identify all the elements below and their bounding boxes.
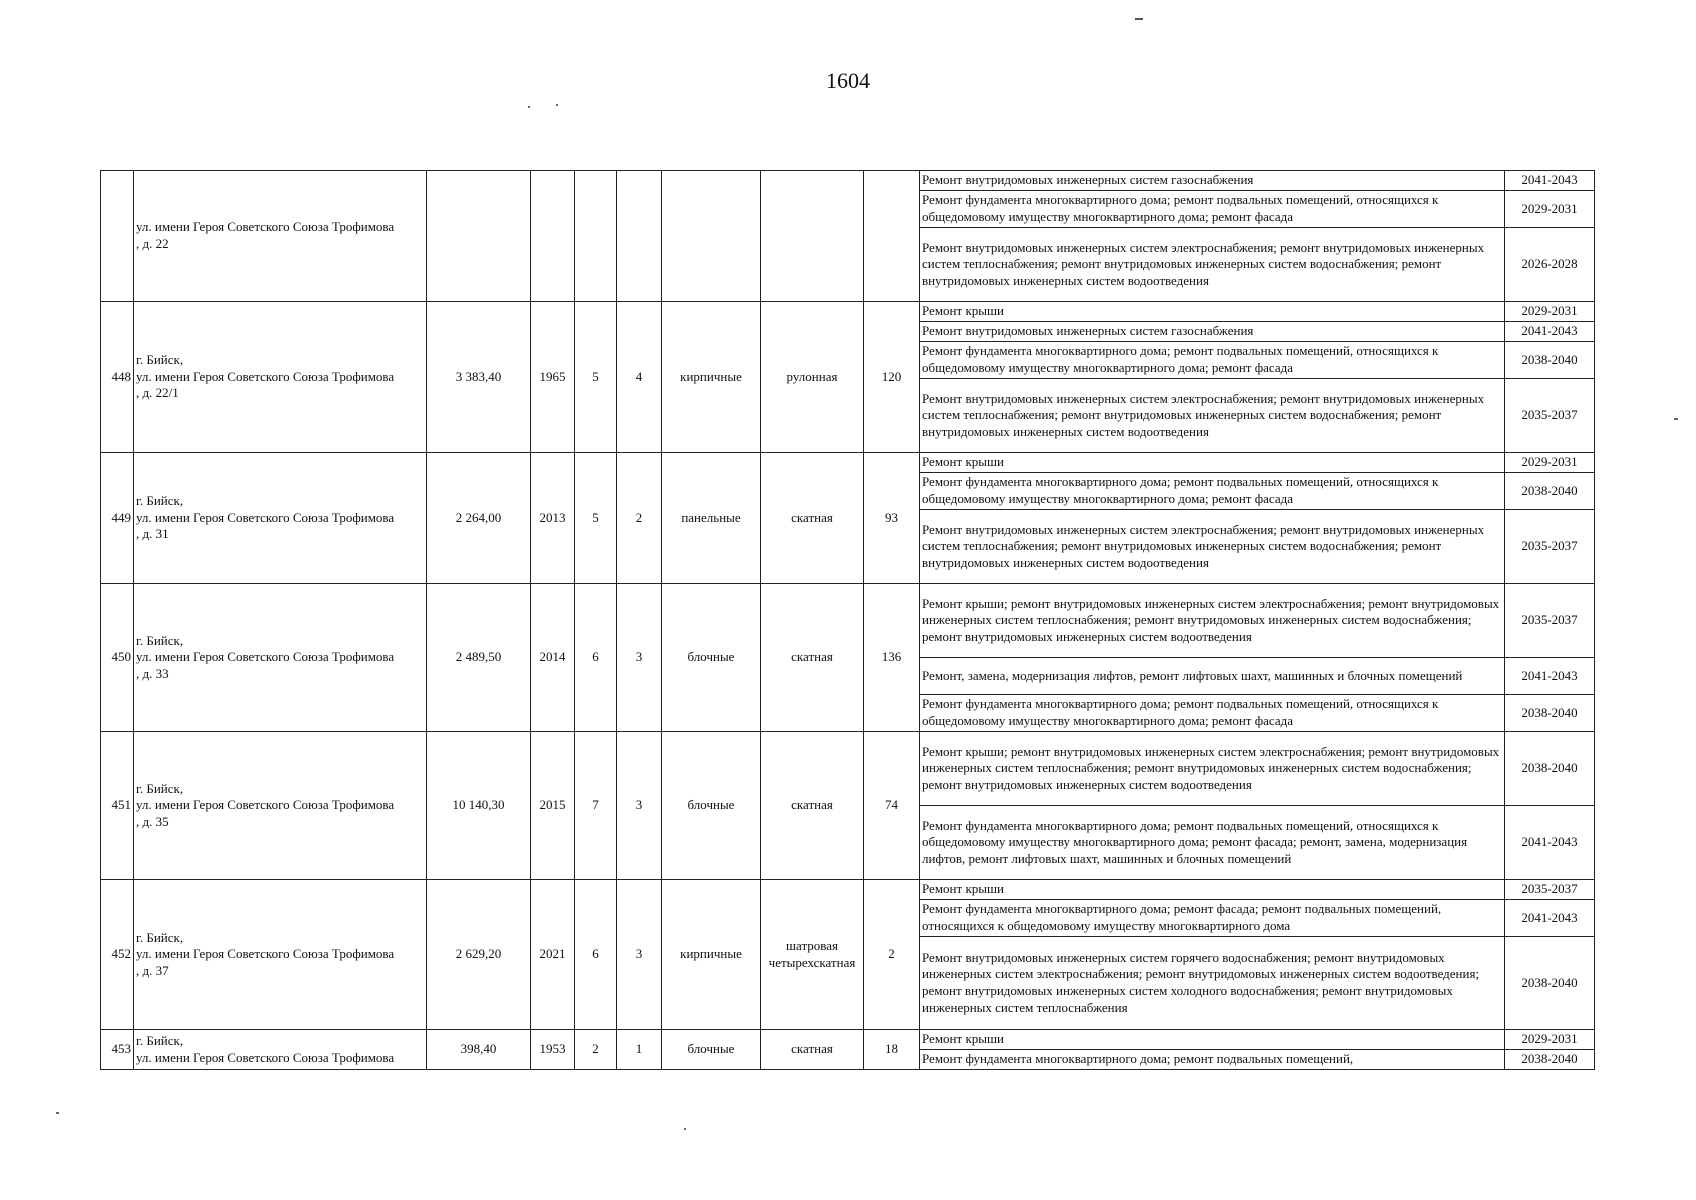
table-row: [101, 171, 1595, 191]
address-street: ул. имени Героя Советского Союза Трофимова: [136, 1049, 395, 1065]
area-cell: 2 489,50: [427, 584, 531, 732]
period-cell: 2041-2043: [1505, 171, 1595, 191]
address-street: ул. имени Героя Советского Союза Трофимова: [136, 649, 395, 665]
period-cell: 2038-2040: [1505, 1050, 1595, 1070]
row-number-cell: 452: [101, 880, 134, 1030]
address-house: , д. 37: [136, 962, 169, 978]
row-number-cell: 448: [101, 302, 134, 453]
period-cell: 2029-2031: [1505, 453, 1595, 473]
scan-speck: [1674, 418, 1678, 420]
address-cell: [134, 584, 427, 732]
address-street: ул. имени Героя Советского Союза Трофимова: [136, 219, 395, 235]
table-row: [101, 453, 1595, 473]
floors-cell: 5: [575, 302, 617, 453]
roof-type-cell: скатная: [761, 1030, 864, 1070]
residents-cell: 2: [864, 880, 920, 1030]
address-city: г. Бийск,: [136, 1032, 184, 1048]
period-cell: 2026-2028: [1505, 228, 1595, 302]
wall-material-cell: блочные: [662, 732, 761, 880]
address-cell: [134, 1030, 427, 1070]
wall-material-cell: блочные: [662, 584, 761, 732]
residents-cell: 136: [864, 584, 920, 732]
work-type-cell: Ремонт крыши: [920, 880, 1505, 900]
work-type-cell: Ремонт фундамента многоквартирного дома; ремонт фасада; ремонт подвальных помещений, относящихся к общедомовому имуществу многоквартирного дома: [920, 900, 1505, 937]
row-number-cell: 453: [101, 1030, 134, 1070]
page-number: 1604: [826, 68, 870, 93]
year-cell: 2021: [531, 880, 575, 1030]
address-house: , д. 35: [136, 813, 169, 829]
address-city: г. Бийск,: [136, 780, 184, 796]
work-type-cell: Ремонт, замена, модернизация лифтов, ремонт лифтовых шахт, машинных и блочных помещений: [920, 658, 1505, 695]
address-cell: [134, 171, 427, 302]
wall-material-cell: кирпичные: [662, 302, 761, 453]
period-cell: 2035-2037: [1505, 584, 1595, 658]
work-type-cell: Ремонт внутридомовых инженерных систем электроснабжения; ремонт внутридомовых инженерных систем теплоснабжения; ремонт внутридомовых инженерных систем водоснабжения; ремонт внутридомовых инженерных систем водоотведения: [920, 510, 1505, 584]
period-cell: 2038-2040: [1505, 937, 1595, 1030]
work-type-cell: Ремонт внутридомовых инженерных систем электроснабжения; ремонт внутридомовых инженерных систем теплоснабжения; ремонт внутридомовых инженерных систем водоснабжения; ремонт внутридомовых инженерных систем водоотведения: [920, 379, 1505, 453]
scan-speck: [1135, 18, 1143, 20]
work-type-cell: Ремонт внутридомовых инженерных систем газоснабжения: [920, 322, 1505, 342]
scan-speck: [528, 106, 530, 108]
work-type-cell: Ремонт крыши: [920, 453, 1505, 473]
address-city: г. Бийск,: [136, 493, 184, 509]
entrances-cell: 4: [617, 302, 662, 453]
row-number-cell: 451: [101, 732, 134, 880]
entrances-cell: 2: [617, 453, 662, 584]
scan-speck: [684, 1128, 686, 1130]
area-cell: 10 140,30: [427, 732, 531, 880]
roof-type-cell: скатная: [761, 453, 864, 584]
area-cell: 398,40: [427, 1030, 531, 1070]
address-house: , д. 22/1: [136, 385, 179, 401]
period-cell: 2041-2043: [1505, 900, 1595, 937]
entrances-cell: 3: [617, 584, 662, 732]
period-cell: 2035-2037: [1505, 379, 1595, 453]
period-cell: 2038-2040: [1505, 342, 1595, 379]
wall-material-cell: кирпичные: [662, 880, 761, 1030]
wall-material-cell: панельные: [662, 453, 761, 584]
floors-cell: 2: [575, 1030, 617, 1070]
work-type-cell: Ремонт крыши: [920, 302, 1505, 322]
period-cell: 2035-2037: [1505, 510, 1595, 584]
floors-cell: [575, 171, 617, 302]
residents-cell: 74: [864, 732, 920, 880]
scan-speck: [56, 1112, 59, 1114]
period-cell: 2038-2040: [1505, 695, 1595, 732]
roof-type-cell: скатная: [761, 584, 864, 732]
address-city: г. Бийск,: [136, 352, 184, 368]
wall-material-cell: блочные: [662, 1030, 761, 1070]
year-cell: 2013: [531, 453, 575, 584]
work-type-cell: Ремонт фундамента многоквартирного дома; ремонт подвальных помещений, относящихся к общедомовому имуществу многоквартирного дома; ремонт фасада: [920, 473, 1505, 510]
period-cell: 2029-2031: [1505, 1030, 1595, 1050]
work-type-cell: Ремонт внутридомовых инженерных систем электроснабжения; ремонт внутридомовых инженерных систем теплоснабжения; ремонт внутридомовых инженерных систем водоснабжения; ремонт внутридомовых инженерных систем водоотведения: [920, 228, 1505, 302]
area-cell: 3 383,40: [427, 302, 531, 453]
work-type-cell: Ремонт внутридомовых инженерных систем горячего водоснабжения; ремонт внутридомовых инженерных систем электроснабжения; ремонт внутридомовых инженерных систем водоотведения; ремонт внутридомовых инженерных систем холодного водоснабжения; ремонт внутридомовых инженерных систем теплоснабжения: [920, 937, 1505, 1030]
address-city: г. Бийск,: [136, 929, 184, 945]
year-cell: 2014: [531, 584, 575, 732]
work-type-cell: Ремонт крыши: [920, 1030, 1505, 1050]
entrances-cell: 1: [617, 1030, 662, 1070]
work-type-cell: Ремонт фундамента многоквартирного дома; ремонт подвальных помещений, относящихся к общедомовому имуществу многоквартирного дома; ремонт фасада: [920, 191, 1505, 228]
row-number-cell: 450: [101, 584, 134, 732]
address-street: ул. имени Героя Советского Союза Трофимова: [136, 509, 395, 525]
table-row: [101, 732, 1595, 806]
period-cell: 2038-2040: [1505, 473, 1595, 510]
table-row: [101, 584, 1595, 658]
residents-cell: 120: [864, 302, 920, 453]
table-row: [101, 1030, 1595, 1050]
floors-cell: 6: [575, 880, 617, 1030]
period-cell: 2035-2037: [1505, 880, 1595, 900]
scan-speck: [556, 104, 558, 106]
work-type-cell: Ремонт фундамента многоквартирного дома; ремонт подвальных помещений, относящихся к общедомовому имуществу многоквартирного дома; ремонт фасада: [920, 695, 1505, 732]
work-type-cell: Ремонт внутридомовых инженерных систем газоснабжения: [920, 171, 1505, 191]
housing-repair-register-table: [100, 170, 1595, 1070]
floors-cell: 7: [575, 732, 617, 880]
year-cell: [531, 171, 575, 302]
residents-cell: [864, 171, 920, 302]
period-cell: 2041-2043: [1505, 806, 1595, 880]
table-row: [101, 880, 1595, 900]
work-type-cell: Ремонт крыши; ремонт внутридомовых инженерных систем электроснабжения; ремонт внутридомовых инженерных систем теплоснабжения; ремонт внутридомовых инженерных систем водоснабжения; ремонт внутридомовых инженерных систем водоотведения: [920, 584, 1505, 658]
address-street: ул. имени Героя Советского Союза Трофимова: [136, 368, 395, 384]
address-street: ул. имени Героя Советского Союза Трофимова: [136, 797, 395, 813]
wall-material-cell: [662, 171, 761, 302]
address-cell: [134, 732, 427, 880]
period-cell: 2029-2031: [1505, 191, 1595, 228]
address-house: , д. 33: [136, 665, 169, 681]
row-number-cell: 449: [101, 453, 134, 584]
entrances-cell: 3: [617, 880, 662, 1030]
area-cell: 2 629,20: [427, 880, 531, 1030]
work-type-cell: Ремонт крыши; ремонт внутридомовых инженерных систем электроснабжения; ремонт внутридомовых инженерных систем теплоснабжения; ремонт внутридомовых инженерных систем водоснабжения; ремонт внутридомовых инженерных систем водоотведения: [920, 732, 1505, 806]
address-cell: [134, 453, 427, 584]
entrances-cell: 3: [617, 732, 662, 880]
year-cell: 1965: [531, 302, 575, 453]
work-type-cell: Ремонт фундамента многоквартирного дома; ремонт подвальных помещений,: [920, 1050, 1505, 1070]
area-cell: 2 264,00: [427, 453, 531, 584]
year-cell: 2015: [531, 732, 575, 880]
work-type-cell: Ремонт фундамента многоквартирного дома; ремонт подвальных помещений, относящихся к общедомовому имуществу многоквартирного дома; ремонт фасада; ремонт, замена, модернизация лифтов, ремонт лифтовых шахт, машинных и блочных помещений: [920, 806, 1505, 880]
row-number-cell: [101, 171, 134, 302]
period-cell: 2038-2040: [1505, 732, 1595, 806]
work-type-cell: Ремонт фундамента многоквартирного дома; ремонт подвальных помещений, относящихся к общедомовому имуществу многоквартирного дома; ремонт фасада: [920, 342, 1505, 379]
floors-cell: 5: [575, 453, 617, 584]
entrances-cell: [617, 171, 662, 302]
address-cell: [134, 302, 427, 453]
address-cell: [134, 880, 427, 1030]
residents-cell: 93: [864, 453, 920, 584]
residents-cell: 18: [864, 1030, 920, 1070]
roof-type-cell: [761, 171, 864, 302]
address-city: г. Бийск,: [136, 632, 184, 648]
address-house: , д. 31: [136, 526, 169, 542]
period-cell: 2029-2031: [1505, 302, 1595, 322]
address-street: ул. имени Героя Советского Союза Трофимова: [136, 946, 395, 962]
period-cell: 2041-2043: [1505, 658, 1595, 695]
area-cell: [427, 171, 531, 302]
roof-type-cell: скатная: [761, 732, 864, 880]
address-house: , д. 22: [136, 236, 169, 251]
floors-cell: 6: [575, 584, 617, 732]
period-cell: 2041-2043: [1505, 322, 1595, 342]
roof-type-cell: рулонная: [761, 302, 864, 453]
roof-type-cell: шатровая четырехскатная: [761, 880, 864, 1030]
table-row: [101, 302, 1595, 322]
year-cell: 1953: [531, 1030, 575, 1070]
